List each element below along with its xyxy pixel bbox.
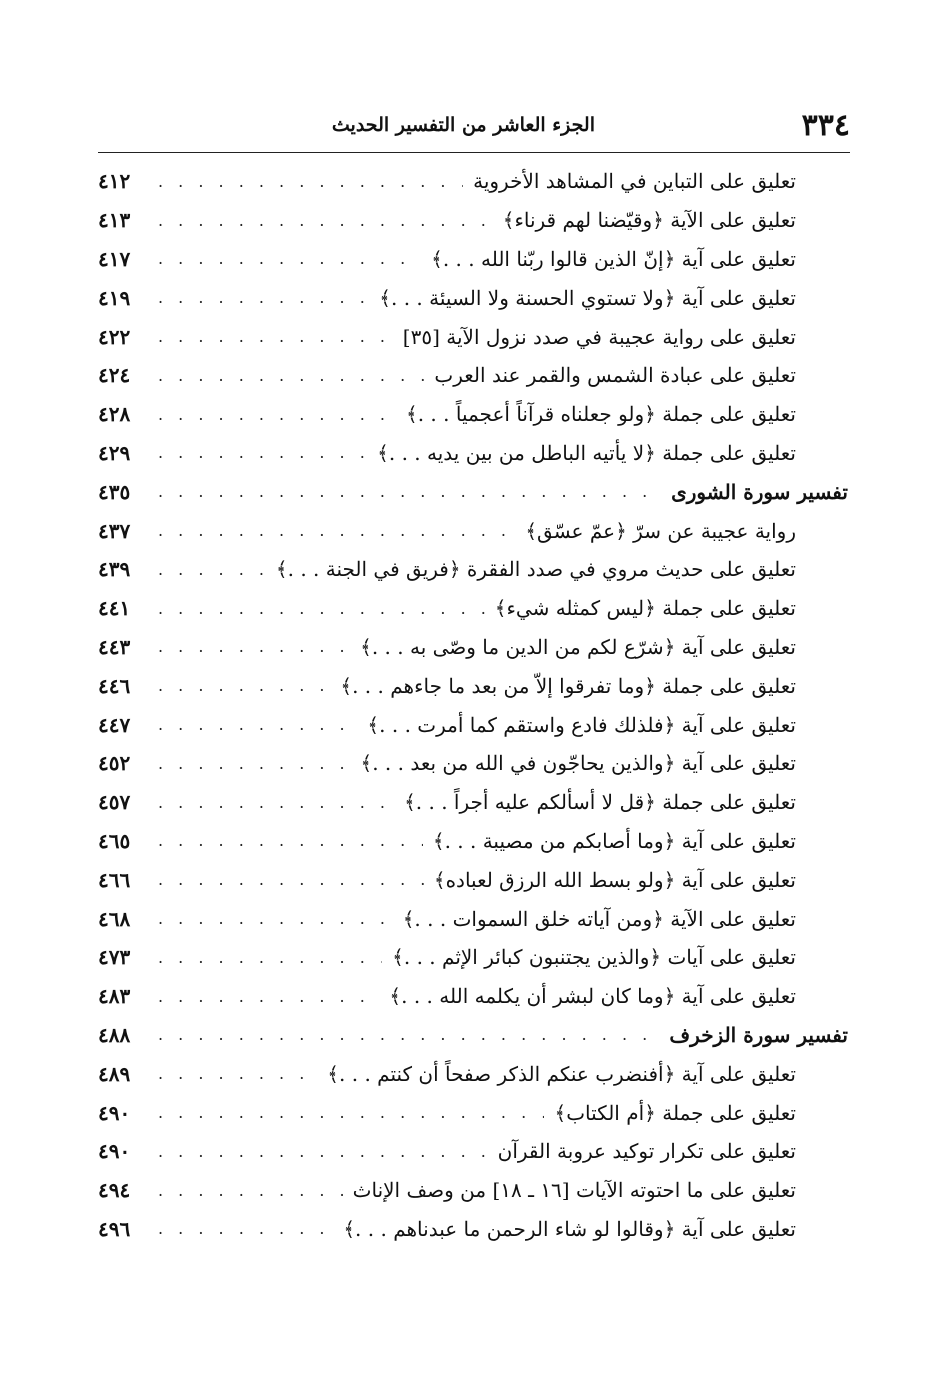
toc-row: [98, 1132, 848, 1171]
toc-row: [98, 1210, 848, 1249]
dot-leader: [158, 327, 393, 346]
entry-title: تعليق على آية ﴿وما كان لبشر أن يكلمه الله . . .﴾: [389, 984, 796, 1009]
toc-row: [98, 783, 848, 822]
entry-title: تعليق على جملة ﴿ولو جعلناه قرآناً أعجمياً . . .﴾: [406, 402, 796, 427]
entry-page-number: ٤٢٨: [98, 402, 131, 427]
toc-row: [98, 550, 848, 589]
entry-title: تعليق على آيات ﴿والذين يجتنبون كبائر الإثم . . .﴾: [392, 945, 796, 970]
header-rule: [98, 152, 850, 153]
entry-page-number: ٤٦٦: [98, 867, 131, 892]
toc-row: [98, 1171, 848, 1210]
toc-row: [98, 666, 848, 705]
table-of-contents: [98, 162, 848, 1248]
toc-section-row: [98, 472, 848, 511]
dot-leader: [158, 715, 357, 734]
dot-leader: [158, 831, 423, 850]
entry-page-number: ٤٢٢: [98, 324, 131, 349]
dot-leader: [158, 676, 330, 695]
dot-leader: [158, 249, 421, 268]
toc-row: [98, 899, 848, 938]
entry-title: تعليق على عبادة الشمس والقمر عند العرب: [434, 363, 796, 388]
entry-page-number: ٤١٢: [98, 169, 131, 194]
entry-page-number: ٤٥٢: [98, 751, 131, 776]
entry-title: تعليق على ما احتوته الآيات [١٦ ـ ١٨] من وصف الإناث: [352, 1178, 796, 1203]
toc-row: [98, 201, 848, 240]
dot-leader: [158, 637, 350, 656]
entry-title: تعليق على حديث مروي في صدد الفقرة ﴿فريق في الجنة . . .﴾: [275, 557, 796, 582]
entry-title: تعليق على جملة ﴿وما تفرقوا إلاّ من بعد ما جاءهم . . .﴾: [340, 673, 796, 698]
dot-leader: [158, 288, 369, 307]
running-title: الجزء العاشر من التفسير الحديث: [331, 114, 595, 136]
entry-title: تعليق على الآية ﴿وقيّضنا لهم قرناء﴾: [502, 208, 796, 233]
toc-row: [98, 705, 848, 744]
dot-leader: [158, 948, 382, 967]
entry-title: تعليق على جملة ﴿لا يأتيه الباطل من بين يديه . . .﴾: [377, 440, 796, 465]
toc-row: [98, 628, 848, 667]
entry-page-number: ٤٩٠: [98, 1100, 131, 1125]
entry-title: تعليق على الآية ﴿ومن آياته خلق السموات . . .﴾: [402, 906, 796, 931]
entry-title: تعليق على جملة ﴿ليس كمثله شيء﴾: [494, 596, 796, 621]
dot-leader: [158, 521, 515, 540]
toc-row: [98, 162, 848, 201]
entry-title: تعليق على آية ﴿وقالوا لو شاء الرحمن ما عبدناهم . . .﴾: [343, 1216, 796, 1241]
dot-leader: [158, 211, 493, 230]
toc-row: [98, 744, 848, 783]
toc-section-row: [98, 1016, 848, 1055]
entry-title: تعليق على التباين في المشاهد الأخروية: [473, 169, 796, 194]
entry-title: تعليق على تكرار توكيد عروبة القرآن: [497, 1139, 796, 1164]
entry-title: تعليق على آية ﴿شرّع لكم من الدين ما وصّى به . . .﴾: [360, 634, 796, 659]
toc-row: [98, 395, 848, 434]
entry-page-number: ٤٦٥: [98, 828, 131, 853]
dot-leader: [158, 1142, 488, 1161]
dot-leader: [158, 1181, 343, 1200]
dot-leader: [158, 870, 424, 889]
entry-page-number: ٤٨٣: [98, 984, 131, 1009]
page-number: ٣٣٤: [801, 108, 850, 143]
entry-page-number: ٤٤٧: [98, 712, 131, 737]
toc-row: [98, 278, 848, 317]
toc-row: [98, 938, 848, 977]
entry-page-number: ٤٨٨: [98, 1022, 131, 1047]
dot-leader: [158, 1025, 659, 1044]
dot-leader: [158, 1103, 544, 1122]
entry-page-number: ٤٩٤: [98, 1178, 131, 1203]
entry-title: رواية عجيبة عن سرّ ﴿عمّ عسّق﴾: [525, 518, 796, 543]
entry-page-number: ٤٥٧: [98, 790, 131, 815]
dot-leader: [158, 1064, 317, 1083]
dot-leader: [158, 482, 661, 501]
toc-row: [98, 589, 848, 628]
entry-page-number: ٤١٩: [98, 285, 131, 310]
dot-leader: [158, 909, 393, 928]
entry-page-number: ٤٧٣: [98, 945, 131, 970]
dot-leader: [158, 1219, 333, 1238]
entry-title: تعليق على آية ﴿أفنضرب عنكم الذكر صفحاً أن كنتم . . .﴾: [327, 1061, 796, 1086]
entry-title: تعليق على آية ﴿فلذلك فادع واستقم كما أمرت . . .﴾: [367, 712, 796, 737]
entry-title: تعليق على آية ﴿والذين يحاجّون في الله من بعد . . .﴾: [360, 751, 796, 776]
entry-page-number: ٤٤١: [98, 596, 131, 621]
entry-title: تعليق على آية ﴿ولو بسط الله الرزق لعباده﴾: [433, 867, 796, 892]
entry-title: تعليق على رواية عجيبة في صدد نزول الآية [٣٥]: [402, 324, 796, 349]
entry-title: تعليق على جملة ﴿أم الكتاب﴾: [554, 1100, 796, 1125]
dot-leader: [158, 172, 463, 191]
entry-page-number: ٤٦٨: [98, 906, 131, 931]
section-title: تفسير سورة الشورى: [671, 479, 848, 504]
dot-leader: [158, 560, 266, 579]
entry-page-number: ٤٢٤: [98, 363, 131, 388]
dot-leader: [158, 987, 379, 1006]
entry-page-number: ٤١٧: [98, 246, 131, 271]
toc-row: [98, 356, 848, 395]
dot-leader: [158, 366, 424, 385]
entry-title: تعليق على جملة ﴿قل لا أسألكم عليه أجراً . . .﴾: [404, 790, 796, 815]
section-title: تفسير سورة الزخرف: [669, 1022, 848, 1047]
entry-page-number: ٤٣٧: [98, 518, 131, 543]
entry-page-number: ٤٩٦: [98, 1216, 131, 1241]
entry-title: تعليق على آية ﴿إنّ الذين قالوا ربّنا الله . . .﴾: [431, 246, 796, 271]
toc-row: [98, 977, 848, 1016]
toc-row: [98, 1093, 848, 1132]
toc-row: [98, 860, 848, 899]
entry-page-number: ٤٤٦: [98, 673, 131, 698]
toc-row: [98, 434, 848, 473]
dot-leader: [158, 443, 367, 462]
entry-page-number: ٤١٣: [98, 208, 131, 233]
entry-page-number: ٤٨٩: [98, 1061, 131, 1086]
dot-leader: [158, 754, 351, 773]
toc-row: [98, 240, 848, 279]
toc-row: [98, 317, 848, 356]
dot-leader: [158, 599, 485, 618]
toc-row: [98, 822, 848, 861]
entry-page-number: ٤٢٩: [98, 440, 131, 465]
entry-page-number: ٤٩٠: [98, 1139, 131, 1164]
toc-row: [98, 1054, 848, 1093]
dot-leader: [158, 405, 396, 424]
entry-page-number: ٤٣٩: [98, 557, 131, 582]
entry-page-number: ٤٤٣: [98, 634, 131, 659]
page-header: [98, 104, 850, 152]
entry-title: تعليق على آية ﴿وما أصابكم من مصيبة . . .﴾: [432, 828, 796, 853]
entry-title: تعليق على آية ﴿ولا تستوي الحسنة ولا السيئة . . .﴾: [379, 285, 796, 310]
entry-page-number: ٤٣٥: [98, 479, 131, 504]
toc-row: [98, 511, 848, 550]
dot-leader: [158, 793, 394, 812]
